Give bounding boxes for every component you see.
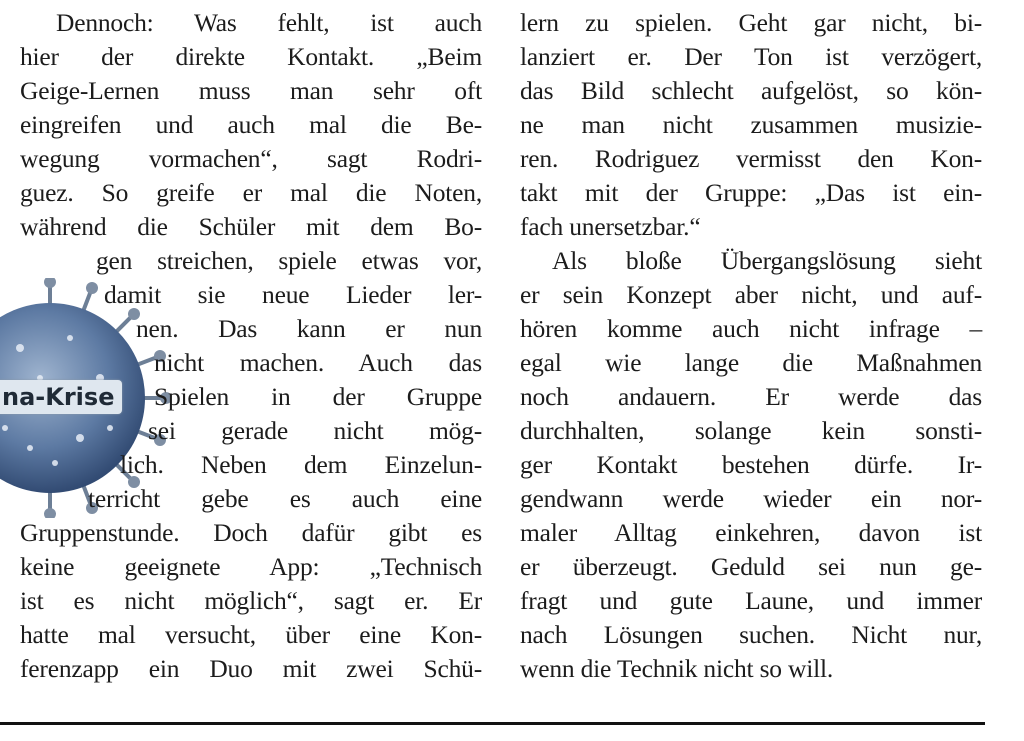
text-line: maler Alltag einkehren, davon ist — [520, 518, 982, 547]
text-line: ren. Rodriguez vermisst den Kon- — [520, 144, 982, 173]
text-line: takt mit der Gruppe: „Das ist ein- — [520, 178, 982, 207]
text-line: Dennoch: Was fehlt, ist auch — [56, 8, 482, 37]
text-line: ist es nicht möglich“, sagt er. Er — [20, 586, 482, 615]
text-line: egal wie lange die Maßnahmen — [520, 348, 982, 377]
text-line: wegung vormachen“, sagt Rodri- — [20, 144, 482, 173]
text-line: noch andauern. Er werde das — [520, 382, 982, 411]
text-line: Als bloße Übergangslösung sieht — [552, 246, 982, 275]
text-line: er überzeugt. Geduld sei nun ge- — [520, 552, 982, 581]
text-line: gendwann werde wieder ein nor- — [520, 484, 982, 513]
text-line: Geige-Lernen muss man sehr oft — [20, 76, 482, 105]
text-line: Gruppenstunde. Doch dafür gibt es — [20, 518, 482, 547]
text-line: ne man nicht zusammen musizie- — [520, 110, 982, 139]
text-line: terricht gebe es auch eine — [88, 484, 482, 513]
text-line: nach Lösungen suchen. Nicht nur, — [520, 620, 982, 649]
corona-crisis-badge: na-Krise — [0, 380, 122, 414]
text-line: ger Kontakt bestehen dürfe. Ir- — [520, 450, 982, 479]
text-line: lich. Neben dem Einzelun- — [120, 450, 482, 479]
text-line: nen. Das kann er nun — [136, 314, 482, 343]
text-line: gen streichen, spiele etwas vor, — [96, 246, 482, 275]
text-line: hier der direkte Kontakt. „Beim — [20, 42, 482, 71]
text-line: Spielen in der Gruppe — [154, 382, 482, 411]
text-line: keine geeignete App: „Technisch — [20, 552, 482, 581]
text-line: wenn die Technik nicht so will. — [520, 654, 834, 683]
text-line: guez. So greife er mal die Noten, — [20, 178, 482, 207]
text-line: lanziert er. Der Ton ist verzögert, — [520, 42, 982, 71]
text-line: hören komme auch nicht infrage – — [520, 314, 982, 343]
text-line: ferenzapp ein Duo mit zwei Schü- — [20, 654, 482, 683]
text-line: sei gerade nicht mög- — [148, 416, 482, 445]
text-line: nicht machen. Auch das — [154, 348, 482, 377]
text-line: während die Schüler mit dem Bo- — [20, 212, 482, 241]
text-line: er sein Konzept aber nicht, und auf- — [520, 280, 982, 309]
text-line: fach unersetzbar.“ — [520, 212, 701, 241]
text-line: durchhalten, solange kein sonsti- — [520, 416, 982, 445]
text-line: das Bild schlecht aufgelöst, so kön- — [520, 76, 982, 105]
text-line: fragt und gute Laune, und immer — [520, 586, 982, 615]
text-line: eingreifen und auch mal die Be- — [20, 110, 482, 139]
text-line: lern zu spielen. Geht gar nicht, bi- — [520, 8, 982, 37]
bottom-divider — [0, 722, 985, 725]
text-line: damit sie neue Lieder ler- — [104, 280, 482, 309]
text-line: hatte mal versucht, über eine Kon- — [20, 620, 482, 649]
